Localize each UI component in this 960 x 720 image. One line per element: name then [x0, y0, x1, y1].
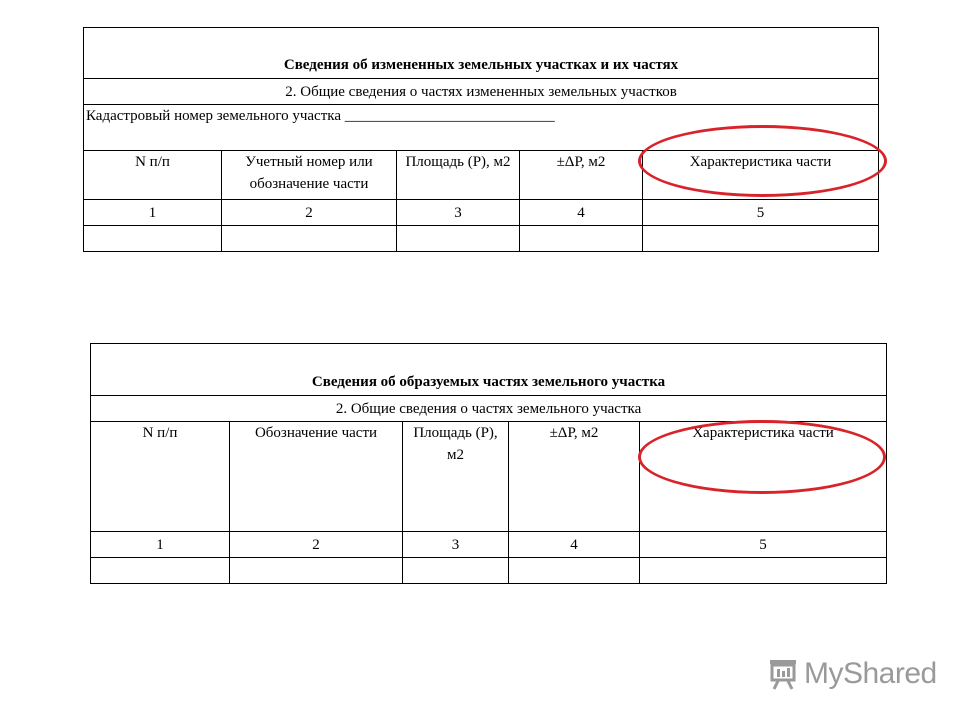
header-cell: N п/п [84, 151, 222, 200]
cadastral-number-label: Кадастровый номер земельного участка ____________________________ [84, 105, 879, 151]
empty-cell [222, 226, 397, 252]
header-cell: ±ΔР, м2 [509, 422, 640, 532]
empty-cell [91, 558, 230, 584]
header-cell: Характеристика части [643, 151, 879, 200]
column-number-cell: 1 [91, 532, 230, 558]
header-cell: Обозначение части [230, 422, 403, 532]
myshared-watermark [768, 654, 937, 694]
empty-cell [84, 226, 222, 252]
empty-cell [509, 558, 640, 584]
header-cell: N п/п [91, 422, 230, 532]
empty-cell [230, 558, 403, 584]
column-number-cell: 4 [509, 532, 640, 558]
highlight-ellipse [638, 125, 887, 197]
header-cell: Учетный номер или обозначение части [222, 151, 397, 200]
empty-cell [397, 226, 520, 252]
column-number-cell: 2 [222, 200, 397, 226]
column-number-cell: 1 [84, 200, 222, 226]
header-cell: Характеристика части [640, 422, 887, 532]
empty-cell [643, 226, 879, 252]
column-number-cell: 3 [397, 200, 520, 226]
column-number-cell: 5 [643, 200, 879, 226]
empty-cell [403, 558, 509, 584]
empty-cell [640, 558, 887, 584]
column-number-cell: 2 [230, 532, 403, 558]
column-number-cell: 4 [520, 200, 643, 226]
table-subtitle: 2. Общие сведения о частях земельного участка [91, 396, 887, 422]
table-title: Сведения об измененных земельных участках и их частях [84, 28, 879, 79]
highlight-ellipse [638, 420, 886, 494]
column-number-cell: 3 [403, 532, 509, 558]
header-cell: Площадь (Р), м2 [397, 151, 520, 200]
watermark-text: MyShared [804, 657, 937, 690]
empty-cell [520, 226, 643, 252]
header-cell: Площадь (Р), м2 [403, 422, 509, 532]
presentation-board-icon [768, 658, 798, 690]
table-subtitle: 2. Общие сведения о частях измененных земельных участков [84, 79, 879, 105]
table-title: Сведения об образуемых частях земельного участка [91, 344, 887, 396]
header-cell: ±ΔР, м2 [520, 151, 643, 200]
column-number-cell: 5 [640, 532, 887, 558]
